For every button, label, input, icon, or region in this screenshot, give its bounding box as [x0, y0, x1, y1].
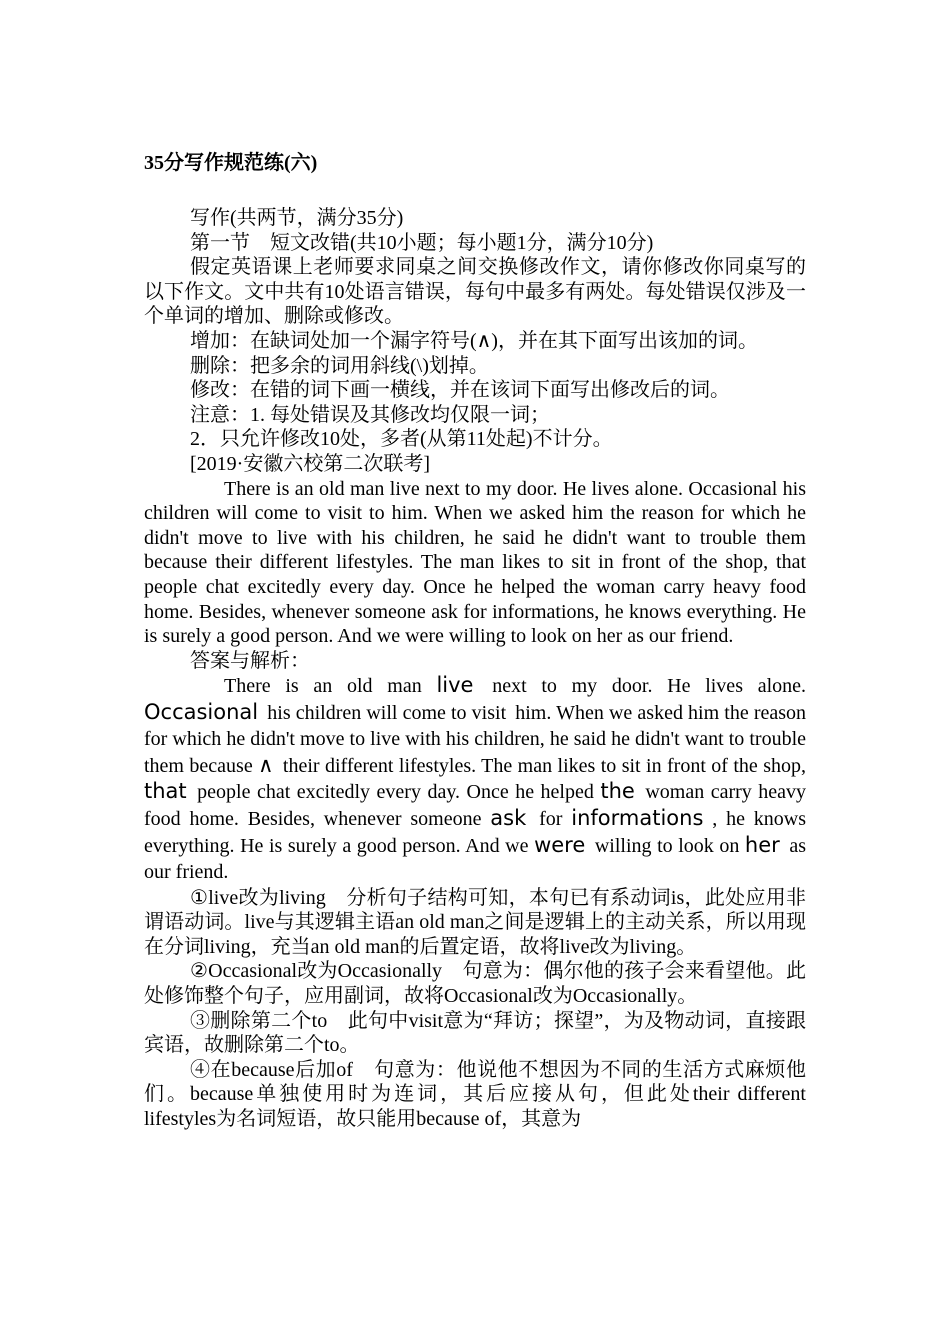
section-heading: 写作(共两节，满分35分)	[190, 207, 404, 229]
marked-word: were	[534, 833, 586, 858]
explanation-item: ②Occasional改为Occasionally 句意为：偶尔他的孩子会来看望他。此处修饰整个句子，应用副词，故将Occasional改为Occasionally。	[144, 960, 806, 1008]
answer-text: him. When we asked him the reason for which he didn't move to live with his children, he said he didn't want to trouble them because	[144, 702, 807, 777]
instructions-intro: 假定英语课上老师要求同桌之间交换修改作文，请你修改你同桌写的以下作文。文中共有10处语言错误，每句中最多有两处。每处错误仅涉及一个单词的增加、删除或修改。	[144, 256, 806, 328]
answer-text: woman carry heavy food home. Besides, whenever someone	[144, 781, 807, 831]
explanation-item: ①live改为living 分析句子结构可知，本句已有系动词is，此处应用非谓语动词。live与其逻辑主语an old man之间是逻辑上的主动关系，所以用现在分词living，充当an old man的后置定语，故将live改为living。	[144, 886, 806, 958]
instruction-add: 增加：在缺词处加一个漏字符号(∧)，并在其下面写出该加的词。	[190, 329, 758, 352]
error-passage: There is an old man live next to my door. He lives alone. Occasional his children will come to visit to him. When we asked him the reason for which he didn't move to live with his children, he said he didn't want to trouble them because their different lifestyles. The man likes to sit in front of the shop, that people chat excitedly every day. Once he helped the woman carry heavy food home. Besides, whenever someone ask for informations, he knows everything. He is surely a good person. And we were willing to look on her as our friend.	[144, 477, 806, 648]
instruction-note-2: 2．只允许修改10处，多者(从第11处起)不计分。	[190, 428, 613, 451]
answer-text: his children will come to visit	[267, 702, 507, 725]
insertion-caret: ∧	[258, 752, 274, 777]
explanation-item: ④在because后加of 句意为：他说他不想因为不同的生活方式麻烦他们。because单独使用时为连词，其后应接从句，但此处their different lifestyles为名词短语，故只能用because of，其意为	[144, 1058, 806, 1130]
page-title: 35分写作规范练(六)	[144, 152, 318, 174]
part1-heading: 第一节 短文改错(共10小题；每小题1分，满分10分)	[190, 231, 654, 254]
answer-text: people chat excitedly every day. Once he helped	[197, 781, 594, 804]
answer-text: their different lifestyles. The man likes to sit in front of the shop,	[282, 754, 807, 777]
marked-word: informations	[571, 806, 704, 831]
instruction-delete: 删除：把多余的词用斜线(\)划掉。	[190, 354, 489, 377]
explanation-item: ③删除第二个to 此句中visit意为“拜访；探望”，为及物动词，直接跟宾语，故删除第二个to。	[144, 1009, 806, 1057]
instruction-modify: 修改：在错的词下画一横线，并在该词下面写出修改后的词。	[190, 379, 730, 402]
answer-text: next to my door. He lives alone.	[492, 675, 807, 698]
answer-text: for	[539, 808, 563, 831]
marked-word: live	[436, 673, 474, 698]
marked-word: Occasional	[144, 700, 259, 725]
source-citation: [2019·安徽六校第二次联考]	[190, 452, 430, 475]
marked-word: her	[744, 833, 780, 858]
answer-passage	[144, 673, 806, 885]
instruction-note-1: 注意：1. 每处错误及其修改均仅限一词；	[190, 403, 550, 426]
answer-text: willing to look on	[594, 835, 740, 858]
marked-word: that	[144, 779, 187, 804]
marked-word: the	[600, 779, 635, 804]
answer-text: There is an old man	[224, 675, 422, 698]
document-body	[144, 206, 806, 1132]
answer-heading: 答案与解析：	[190, 649, 310, 672]
answer-text: , he knows everything. He is surely a good person. And we	[144, 808, 806, 858]
marked-word: ask	[490, 806, 527, 831]
answer-text: as our friend.	[144, 835, 807, 883]
